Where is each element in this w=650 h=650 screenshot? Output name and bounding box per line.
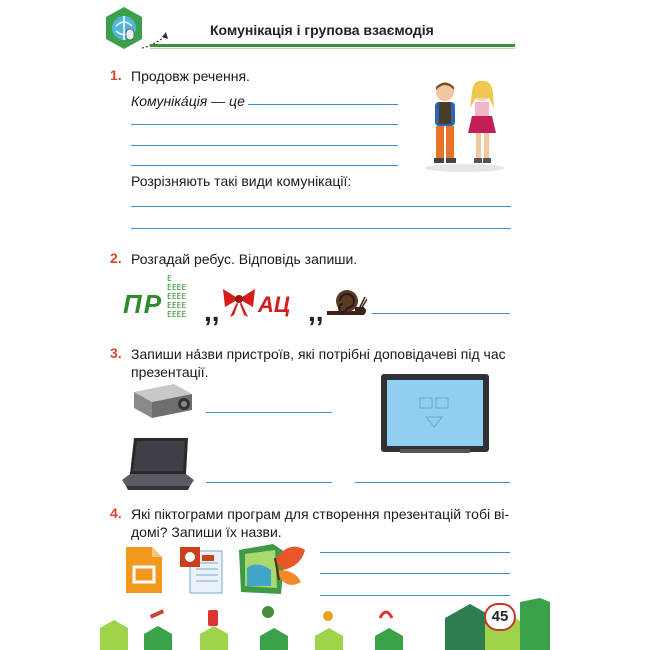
header-divider [150,44,515,47]
task-1-subtext: Розрізняють такі види комунікації: [131,173,352,189]
answer-line[interactable] [131,165,398,166]
rebus-part-2: АЦ [258,292,290,317]
rebus-part-1: ПР [123,289,164,319]
red-bow-icon [220,285,258,319]
answer-line[interactable] [206,412,332,413]
answer-line[interactable] [248,104,398,105]
rebus-e-row: EEEE [167,301,187,310]
task-1-prompt: Комуніка́ція — це [131,93,245,109]
page-title: Комунікація і групова взаємодія [210,22,434,38]
header-divider-thin [150,48,515,49]
task-4-number: 4. [110,505,122,521]
globe-mouse-icon [104,6,144,50]
google-slides-icon [124,545,164,595]
snail-shell-icon [325,287,367,317]
answer-line[interactable] [131,124,398,125]
rebus-e-row: EEEE [167,310,187,319]
footer-hexagon-decoration [100,598,550,650]
page-number: 45 [484,603,516,631]
rebus-e-row: EEEE [167,283,187,292]
answer-line[interactable] [206,482,332,483]
answer-line[interactable] [131,228,511,229]
answer-line[interactable] [320,573,510,574]
projector-icon [130,378,195,420]
rebus-comma-2: ,, [308,296,324,327]
answer-line[interactable] [131,206,511,207]
task-1-number: 1. [110,67,122,83]
powerpoint-icon [178,545,224,595]
interactive-board-icon [380,373,490,455]
children-talking-illustration [420,78,510,173]
task-2-number: 2. [110,250,122,266]
answer-line[interactable] [320,595,510,596]
answer-line[interactable] [131,145,398,146]
answer-line[interactable] [355,482,510,483]
rebus-e-row: EEEE [167,292,187,301]
impress-butterfly-icon [235,540,307,598]
task-4-text: Які піктограми програм для створення презентацій тобі ві-домі? Запиши їх назви. [131,506,510,540]
task-3-number: 3. [110,345,122,361]
rebus-comma-1: ,, [204,296,220,327]
laptop-icon [120,436,196,492]
rebus-e-block [167,274,186,319]
task-3-text: Запиши на́зви пристроїв, які потрібні доповідачеві під час презентації. [131,346,506,380]
dashed-arrow-icon [140,30,170,50]
rebus-e-row: E [167,274,172,283]
task-2-text: Розгадай ребус. Відповідь запиши. [131,251,358,267]
answer-line[interactable] [320,552,510,553]
answer-line[interactable] [372,313,510,314]
task-1-text: Продовж речення. [131,68,250,84]
